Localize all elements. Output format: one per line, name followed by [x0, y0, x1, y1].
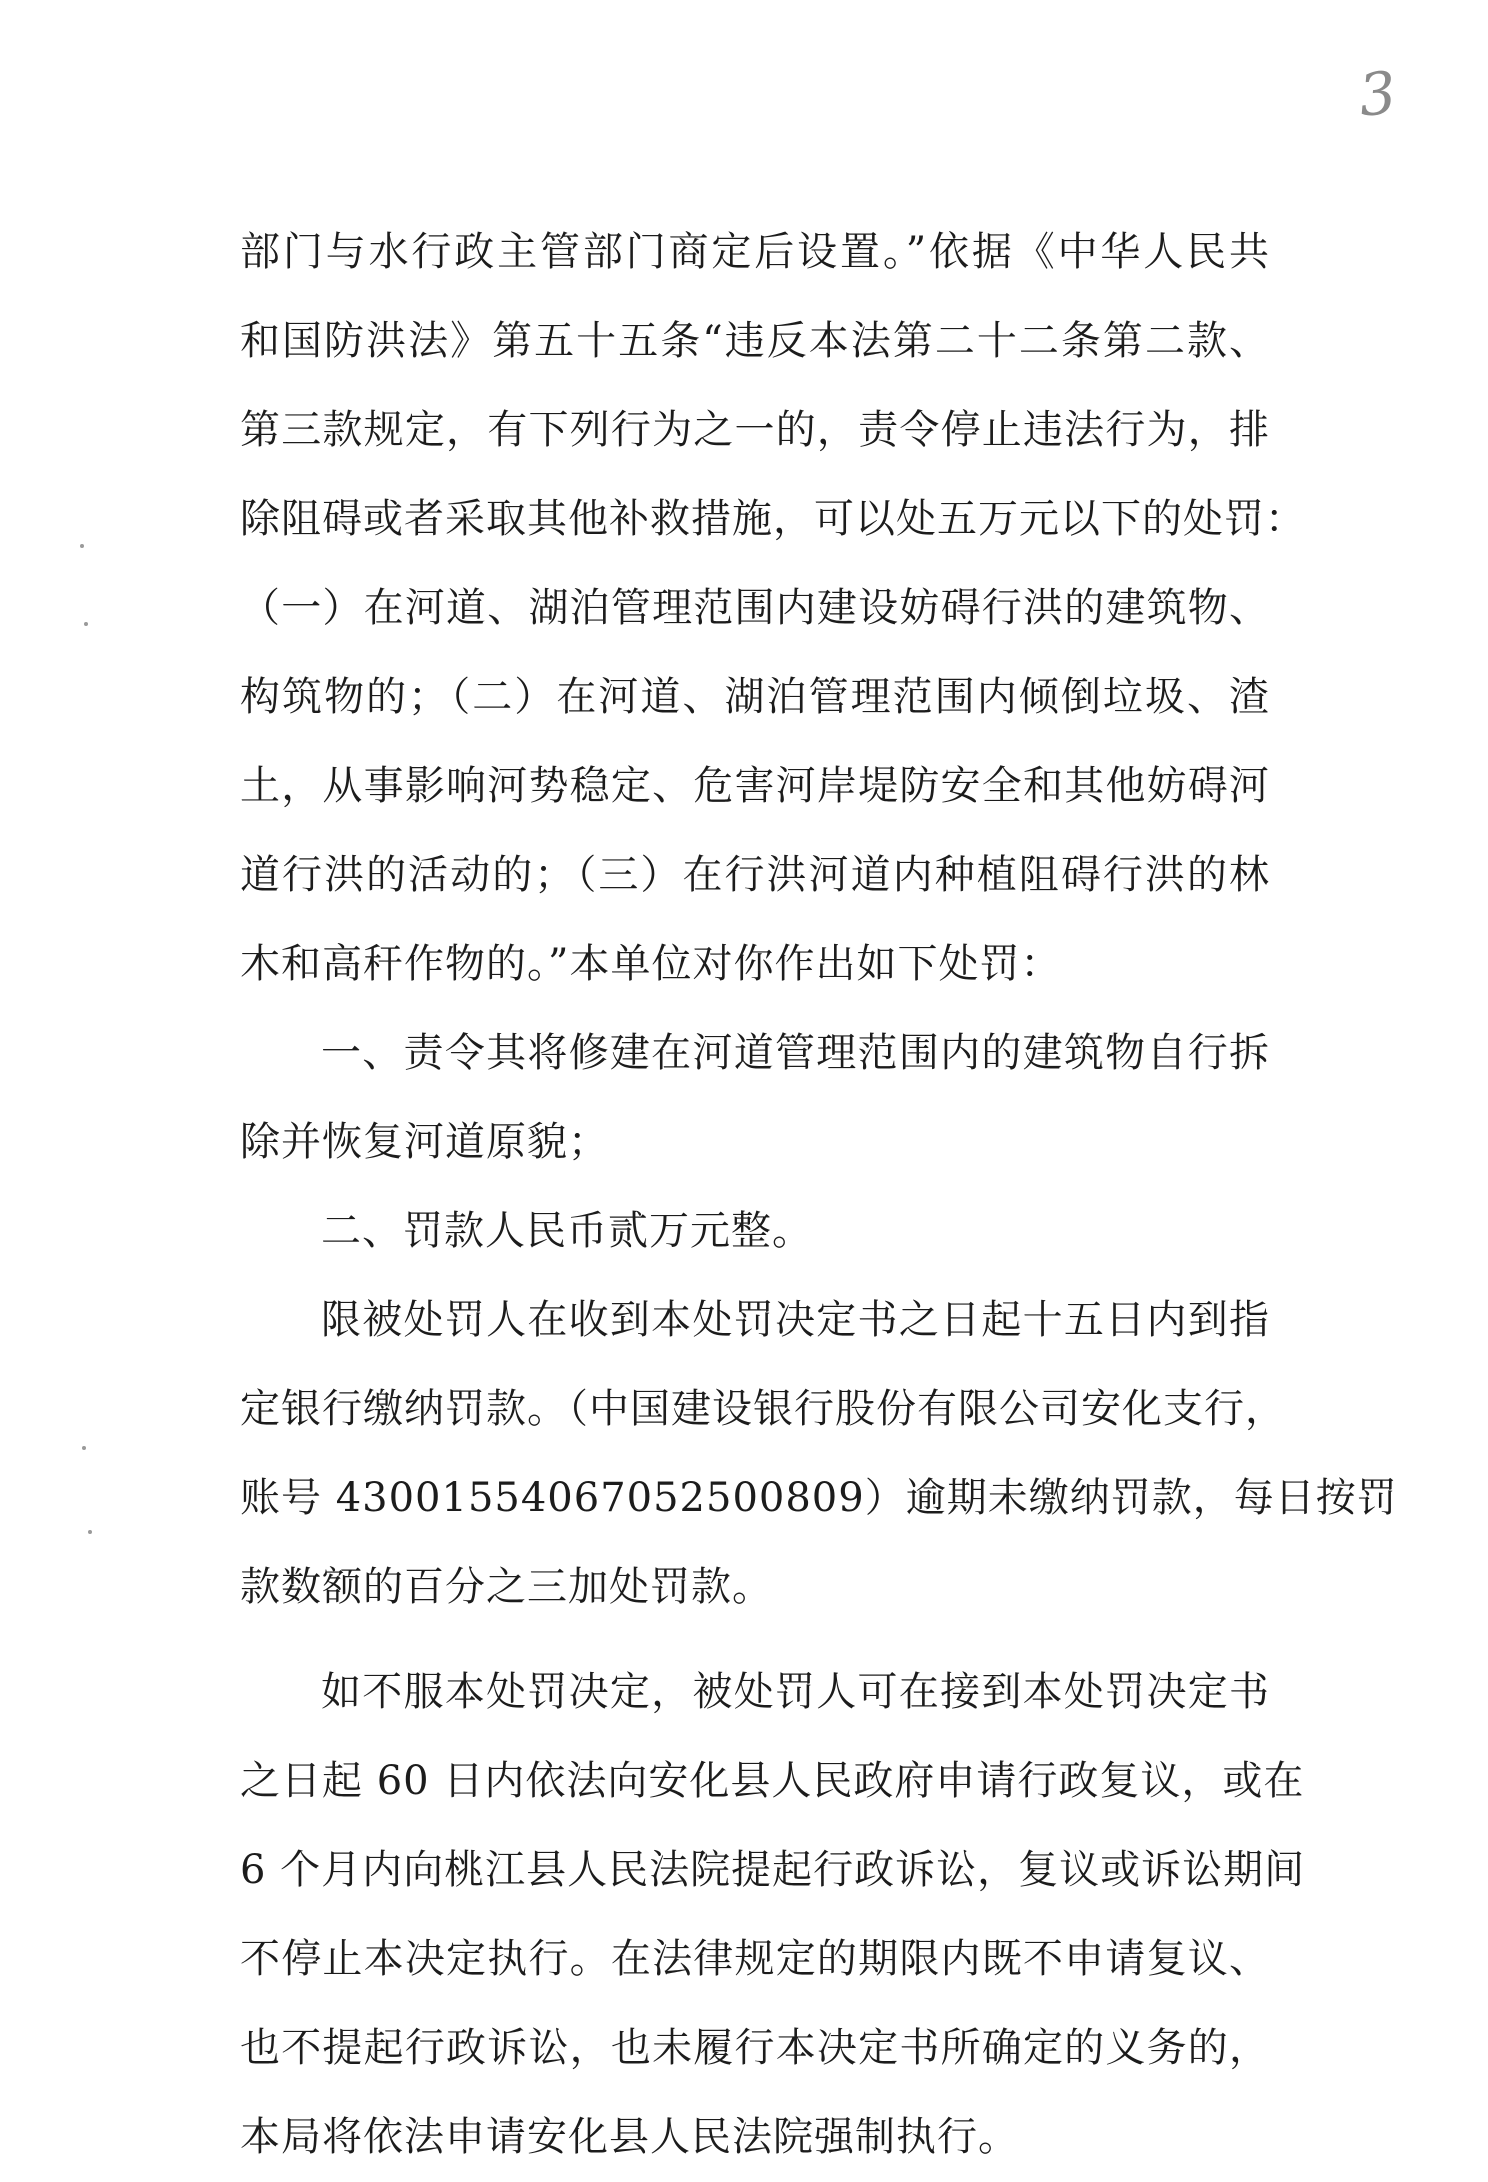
text-line: 之日起 60 日内依法向安化县人民政府申请行政复议，或在	[240, 1758, 1305, 1804]
text-line: 定银行缴纳罚款。（中国建设银行股份有限公司安化支行，	[240, 1386, 1286, 1432]
text-line: 也不提起行政诉讼，也未履行本决定书所确定的义务的，	[240, 2025, 1270, 2071]
document-body	[240, 208, 1398, 2182]
text-line: （一）在河道、湖泊管理范围内建设妨碍行洪的建筑物、	[240, 585, 1270, 631]
text-line: 木和高秆作物的。”本单位对你作出如下处罚：	[240, 941, 1062, 987]
text-line: 道行洪的活动的；（三）在行洪河道内种植阻碍行洪的林	[240, 852, 1270, 898]
text-line: 如不服本处罚决定，被处罚人可在接到本处罚决定书	[321, 1669, 1270, 1715]
text-line: 二、罚款人民币贰万元整。	[321, 1208, 813, 1254]
text-line: 部门与水行政主管部门商定后设置。”依据《中华人民共	[240, 229, 1270, 275]
text-line: 第三款规定，有下列行为之一的，责令停止违法行为，排	[240, 407, 1270, 453]
text-line: 6 个月内向桃江县人民法院提起行政诉讼，复议或诉讼期间	[240, 1847, 1306, 1893]
scan-speck	[84, 622, 88, 626]
text-line: 除并恢复河道原貌；	[240, 1119, 609, 1165]
text-line: 土，从事影响河势稳定、危害河岸堤防安全和其他妨碍河	[240, 763, 1270, 809]
page-number: 3	[1355, 58, 1400, 130]
text-line: 和国防洪法》第五十五条“违反本法第二十二条第二款、	[240, 318, 1270, 364]
text-line: 限被处罚人在收到本处罚决定书之日起十五日内到指	[321, 1297, 1270, 1343]
scan-speck	[82, 1446, 86, 1450]
scan-speck	[80, 544, 84, 548]
text-line: 款数额的百分之三加处罚款。	[240, 1564, 773, 1610]
text-line: 本局将依法申请安化县人民法院强制执行。	[240, 2114, 1019, 2160]
text-line: 一、责令其将修建在河道管理范围内的建筑物自行拆	[321, 1030, 1270, 1076]
text-line: 账号 43001554067052500809）逾期未缴纳罚款，每日按罚	[240, 1475, 1398, 1521]
text-line: 不停止本决定执行。在法律规定的期限内既不申请复议、	[240, 1936, 1270, 1982]
text-line: 构筑物的；（二）在河道、湖泊管理范围内倾倒垃圾、渣	[240, 674, 1270, 720]
text-line: 除阻碍或者采取其他补救措施，可以处五万元以下的处罚：	[240, 496, 1306, 542]
scan-speck	[88, 1530, 92, 1534]
